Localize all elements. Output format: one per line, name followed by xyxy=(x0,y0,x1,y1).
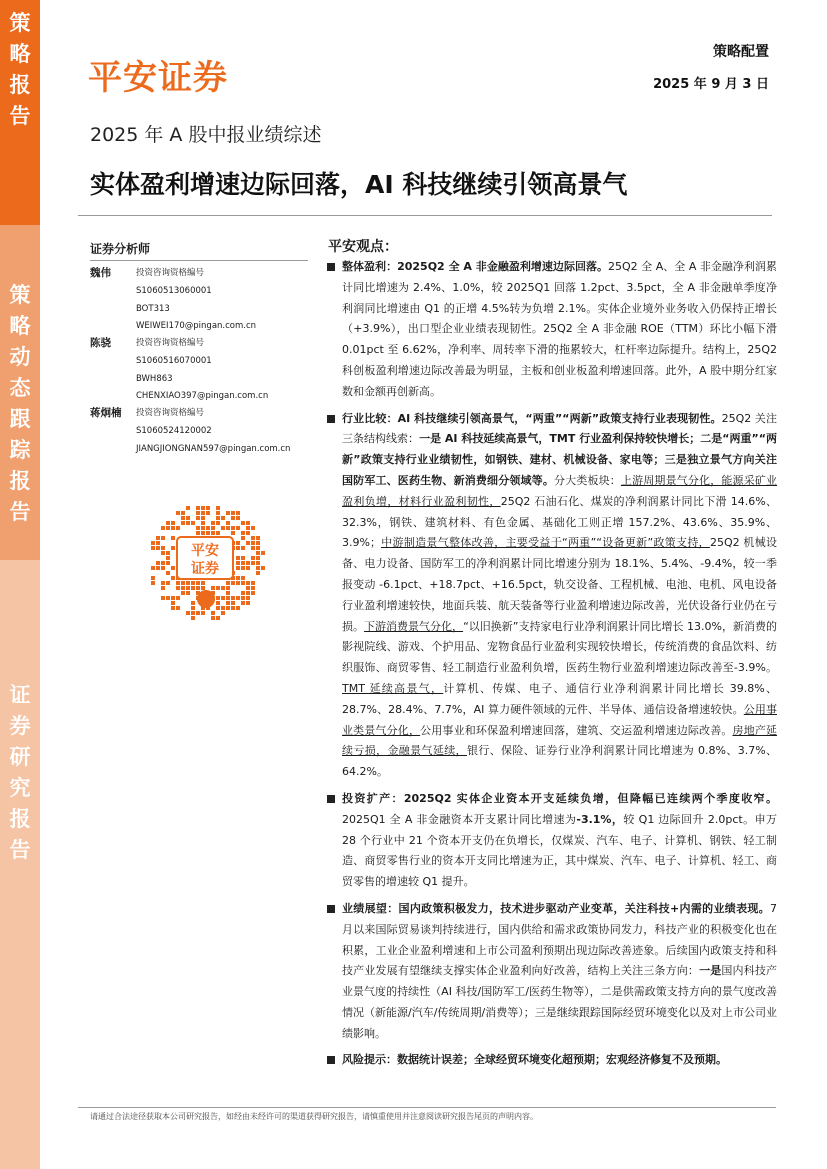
analyst-info: 投资咨询资格编号 S1060513060001 BOT313 WEIWEI170@pingan.com.cn xyxy=(136,265,256,336)
qr-center-logo xyxy=(197,590,215,608)
qr-module xyxy=(216,616,220,620)
qr-module xyxy=(241,576,245,580)
qr-module xyxy=(186,516,190,520)
qr-module xyxy=(201,611,205,615)
qr-module xyxy=(216,516,220,520)
qr-module xyxy=(246,591,250,595)
qr-module xyxy=(251,561,255,565)
qr-module xyxy=(256,571,260,575)
qr-module xyxy=(191,586,195,590)
qr-module xyxy=(231,526,235,530)
point-risk: 风险提示：数据统计误差；全球经贸环境变化超预期；宏观经济修复不及预期。 xyxy=(325,1050,777,1071)
side-label-tracking-report: 策 略 动 态 跟 踪 报 告 xyxy=(0,225,40,560)
qr-module xyxy=(176,586,180,590)
qr-module xyxy=(211,526,215,530)
qr-module xyxy=(246,581,250,585)
qr-module xyxy=(251,556,255,560)
report-title: 实体盈利增速边际回落，AI 科技继续引领高景气 xyxy=(90,170,628,199)
qr-module xyxy=(251,546,255,550)
qr-module xyxy=(161,551,165,555)
square-bullet-icon xyxy=(327,415,335,423)
qr-module xyxy=(171,596,175,600)
qr-module xyxy=(166,526,170,530)
qr-module xyxy=(256,541,260,545)
qr-module xyxy=(231,606,235,610)
qr-module xyxy=(156,546,160,550)
qr-code-graphic xyxy=(140,495,270,625)
qr-module xyxy=(221,516,225,520)
qr-module xyxy=(191,606,195,610)
qr-module xyxy=(226,596,230,600)
side-label-strategy-report: 策 略 报 告 xyxy=(0,0,40,225)
qr-module xyxy=(241,601,245,605)
qr-module xyxy=(246,531,250,535)
qr-module xyxy=(196,611,200,615)
qr-module xyxy=(211,531,215,535)
point-capex: 投资扩产：2025Q2 实体企业资本开支延续负增，但降幅已连续两个季度收窄。2025Q1 全 A 非金融资本开支累计同比增速为-3.1%，较 Q1 边际回升 2.0pct。申万 28 个行业中 21 个资本开支仍在负增长，仅煤炭、汽车、电子、计算机、钢铁、轻工制造、商贸零售行业的资本开支同比增速为正，其中煤炭、汽车、电子、计算机、轻工、商贸零售的增速较 Q1 提升。 xyxy=(325,789,777,893)
qr-module xyxy=(241,546,245,550)
qr-module xyxy=(161,596,165,600)
qr-module xyxy=(236,566,240,570)
qr-module xyxy=(181,591,185,595)
qr-module xyxy=(251,536,255,540)
qr-module xyxy=(241,536,245,540)
qr-module xyxy=(181,511,185,515)
qr-module xyxy=(256,536,260,540)
analyst-email[interactable]: CHENXIAO397@pingan.com.cn xyxy=(136,391,269,402)
point-outlook: 业绩展望：国内政策积极发力，技术进步驱动产业变革，关注科技+内需的业绩表现。7 月以来国际贸易谈判持续进行，国内供给和需求政策协同发力，科技产业的积极变化也在积累，工业企业盈利增速和上市公司盈利预期出现边际改善迹象。后续国内政策支持和科技产业发展有望继续支撑实体企业盈利向好改善，结构上关注三条方向：一是国内科技产业景气度的持续性（AI 科技/国防军工/医药生物等），二是供需政策支持方向的景气度改善情况（新能源/汽车/传统周期/消费等）；三是继续跟踪国际经贸环境变化以及对上市公司业绩影响。 xyxy=(325,899,777,1045)
qr-module xyxy=(166,571,170,575)
qr-module xyxy=(216,506,220,510)
qr-module xyxy=(186,586,190,590)
qr-module xyxy=(181,581,185,585)
qr-label-bottom: 证券 xyxy=(191,561,219,577)
qr-module xyxy=(201,581,205,585)
qr-module xyxy=(251,526,255,530)
qr-module xyxy=(231,601,235,605)
analyst-email[interactable]: JIANGJIONGNAN597@pingan.com.cn xyxy=(136,443,291,454)
qr-module xyxy=(196,581,200,585)
qr-module xyxy=(236,606,240,610)
qr-module xyxy=(236,511,240,515)
qr-module xyxy=(156,566,160,570)
qr-module xyxy=(186,581,190,585)
qr-module xyxy=(256,546,260,550)
analyst-info: 投资咨询资格编号 S1060524120002 JIANGJIONGNAN597@pingan.com.cn xyxy=(136,405,290,458)
qr-module xyxy=(206,526,210,530)
qr-module xyxy=(201,511,205,515)
analyst-email[interactable]: WEIWEI170@pingan.com.cn xyxy=(136,321,257,332)
divider xyxy=(78,215,772,216)
qr-module xyxy=(211,521,215,525)
qr-module xyxy=(216,606,220,610)
qr-module xyxy=(241,531,245,535)
qr-module xyxy=(251,581,255,585)
qr-module xyxy=(161,581,165,585)
qr-module xyxy=(231,516,235,520)
side-label-research-report: 证 券 研 究 报 告 xyxy=(0,560,40,1169)
qr-module xyxy=(256,556,260,560)
qr-module xyxy=(246,541,250,545)
qr-module xyxy=(166,581,170,585)
qr-module xyxy=(241,561,245,565)
square-bullet-icon xyxy=(327,795,335,803)
qr-module xyxy=(161,566,165,570)
qr-module xyxy=(206,511,210,515)
qr-module xyxy=(226,526,230,530)
qr-module xyxy=(261,551,265,555)
qr-module xyxy=(201,526,205,530)
qr-module xyxy=(226,521,230,525)
point-overall-profit: 整体盈利：2025Q2 全 A 非金融盈利增速边际回落。25Q2 全 A、全 A 非金融净利润累计同比增速为 2.4%、1.0%，较 2025Q1 回落 1.2pct、3.5pct，全 A 非金融单季度净利润同比增速由 Q1 的正增 4.5%转为负增 2.1%。实体企业境外业务收入仍保持正增长（+3.9%），出口型企业业绩表现韧性。25Q2 全 A 非金融 ROE（TTM）环比小幅下滑 0.01pct 至 6.62%，净利率、周转率下滑的拖累较大，杠杆率边际提升。结构上，25Q2 科创板盈利增速边际改善最为明显，主板和创业板盈利增速回落。此外，A 股中期分红家数和金额再创新高。 xyxy=(325,257,777,403)
qr-module xyxy=(216,596,220,600)
qr-module xyxy=(201,531,205,535)
qr-module xyxy=(171,566,175,570)
qr-module xyxy=(161,526,165,530)
qr-module xyxy=(161,586,165,590)
qr-module xyxy=(186,611,190,615)
qr-module xyxy=(201,506,205,510)
qr-module xyxy=(221,606,225,610)
qr-module xyxy=(246,586,250,590)
qr-module xyxy=(226,586,230,590)
qr-module xyxy=(176,511,180,515)
qr-module xyxy=(246,601,250,605)
qr-module xyxy=(171,606,175,610)
viewpoint-title: 平安观点： xyxy=(328,239,398,255)
qr-module xyxy=(206,531,210,535)
qr-module xyxy=(231,511,235,515)
qr-module xyxy=(176,526,180,530)
qr-module xyxy=(211,586,215,590)
qr-module xyxy=(151,566,155,570)
square-bullet-icon xyxy=(327,905,335,913)
qr-module xyxy=(151,581,155,585)
square-bullet-icon xyxy=(327,263,335,271)
qr-module xyxy=(236,541,240,545)
qr-module xyxy=(176,606,180,610)
qr-module xyxy=(221,586,225,590)
point-industry-comparison: 行业比较：AI 科技继续引领高景气，“两重”“两新”政策支持行业表现韧性。25Q2 关注三条结构线索：一是 AI 科技延续高景气，TMT 行业盈利保持较快增长；二是“两重”“两新”政策支持行业业绩韧性，如钢铁、建材、机械设备、家电等；三是独立景气方向关注国防军工、医药生物、新消费细分领域等。分大类板块：上游周期景气分化，能源采矿业盈利负增，材料行业盈利韧性，25Q2 石油石化、煤炭的净利润累计同比下滑 14.6%、32.3%，钢铁、建筑材料、有色金属、基础化工则正增 157.2%、43.6%、35.9%、3.9%；中游制造景气整体改善，主要受益于“两重”“设备更新”政策支持，25Q2 机械设备、电力设备、国防军工的净利润累计同比增速分别为 18.1%、5.4%、-9.4%，较一季报变动 -6.1pct、+18.7pct、+16.5pct，轨交设备、工程机械、电池、电机、风电设备行业盈利增速较快，地面兵装、航天装备等行业盈利增速边际改善，光伏设备行业仍在亏损。下游消费景气分化，“以旧换新”支持家电行业净利润累计同比增长 13.0%，新消费的影视院线、游戏、个护用品、宠物食品行业盈利实现较快增长，传统消费的食品饮料、纺织服饰、商贸零售、轻工制造行业盈利负增，医药生物行业盈利增速边际改善至-3.9%。TMT 延续高景气，计算机、传媒、电子、通信行业净利润累计同比增长 39.8%、28.7%、28.4%、7.7%，AI 算力硬件领域的元件、半导体、通信设备增速较快。公用事业类景气分化，公用事业和环保盈利增速回落，建筑、交运盈利增速边际改善。房地产延续亏损，金融景气延续，银行、保险、证券行业净利润累计同比增速为 0.8%、3.7%、64.2%。 xyxy=(325,409,777,783)
qr-module xyxy=(226,606,230,610)
qr-module xyxy=(161,546,165,550)
qr-module xyxy=(256,566,260,570)
qr-module xyxy=(236,556,240,560)
qr-module xyxy=(186,591,190,595)
analyst-info: 投资咨询资格编号 S1060516070001 BWH863 CHENXIAO397@pingan.com.cn xyxy=(136,335,268,406)
qr-module xyxy=(191,581,195,585)
qr-module xyxy=(231,596,235,600)
qr-module xyxy=(161,561,165,565)
qr-module xyxy=(156,536,160,540)
qr-module xyxy=(156,561,160,565)
qr-module xyxy=(251,541,255,545)
qr-module xyxy=(241,581,245,585)
qr-module xyxy=(211,611,215,615)
qr-module xyxy=(216,531,220,535)
qr-module xyxy=(216,601,220,605)
qr-module xyxy=(236,596,240,600)
qr-code xyxy=(140,495,270,625)
qr-module xyxy=(196,586,200,590)
qr-module xyxy=(176,596,180,600)
qr-label-top: 平安 xyxy=(191,543,219,559)
qr-module xyxy=(201,586,205,590)
report-date: 2025 年 9 月 3 日 xyxy=(653,77,769,92)
qr-module xyxy=(226,581,230,585)
qr-module xyxy=(256,561,260,565)
qr-module xyxy=(186,506,190,510)
brand-logo: 平安证券 xyxy=(88,58,228,98)
qr-module xyxy=(241,591,245,595)
qr-module xyxy=(241,521,245,525)
qr-module xyxy=(196,511,200,515)
qr-module xyxy=(166,521,170,525)
qr-module xyxy=(206,506,210,510)
qr-module xyxy=(211,616,215,620)
qr-module xyxy=(181,586,185,590)
analyst-name: 魏伟 xyxy=(90,267,111,279)
qr-module xyxy=(236,516,240,520)
square-bullet-icon xyxy=(327,1056,335,1064)
qr-module xyxy=(171,536,175,540)
qr-module xyxy=(236,546,240,550)
qr-module xyxy=(241,596,245,600)
qr-module xyxy=(171,546,175,550)
qr-module xyxy=(166,551,170,555)
qr-module xyxy=(171,576,175,580)
qr-module xyxy=(191,611,195,615)
qr-module xyxy=(181,516,185,520)
qr-module xyxy=(231,581,235,585)
analyst-name: 蒋炯楠 xyxy=(90,407,122,419)
qr-module xyxy=(241,566,245,570)
qr-module xyxy=(246,566,250,570)
qr-module xyxy=(246,521,250,525)
qr-module xyxy=(166,561,170,565)
viewpoint-body xyxy=(325,257,777,1077)
qr-module xyxy=(226,511,230,515)
qr-module xyxy=(241,556,245,560)
qr-module xyxy=(246,596,250,600)
qr-module xyxy=(201,521,205,525)
qr-module xyxy=(236,581,240,585)
qr-module xyxy=(221,526,225,530)
footer-disclaimer: 请通过合法途径获取本公司研究报告，如经由未经许可的渠道获得研究报告，请慎重使用并注意阅读研究报告尾页的声明内容。 xyxy=(90,1112,538,1121)
qr-module xyxy=(256,551,260,555)
qr-module xyxy=(151,541,155,545)
qr-module xyxy=(251,586,255,590)
qr-module xyxy=(216,586,220,590)
qr-module xyxy=(251,591,255,595)
qr-module xyxy=(171,601,175,605)
qr-module xyxy=(151,576,155,580)
qr-module xyxy=(181,521,185,525)
qr-module xyxy=(236,576,240,580)
qr-module xyxy=(196,516,200,520)
doc-type: 策略配置 xyxy=(713,44,769,60)
qr-module xyxy=(221,611,225,615)
qr-module xyxy=(196,506,200,510)
qr-module xyxy=(226,601,230,605)
qr-module xyxy=(196,531,200,535)
qr-module xyxy=(196,526,200,530)
qr-module xyxy=(191,616,195,620)
report-subtitle: 2025 年 A 股中报业绩综述 xyxy=(90,124,322,146)
qr-module xyxy=(151,546,155,550)
qr-module xyxy=(246,561,250,565)
side-band xyxy=(0,0,40,1169)
qr-module xyxy=(191,521,195,525)
qr-module xyxy=(166,556,170,560)
qr-module xyxy=(171,526,175,530)
qr-module xyxy=(191,601,195,605)
qr-module xyxy=(236,526,240,530)
analyst-heading: 证券分析师 xyxy=(90,240,308,261)
qr-module xyxy=(246,526,250,530)
qr-module xyxy=(201,516,205,520)
qr-module xyxy=(171,521,175,525)
qr-module xyxy=(226,591,230,595)
qr-module xyxy=(186,521,190,525)
qr-module xyxy=(166,596,170,600)
qr-module xyxy=(236,561,240,565)
qr-module xyxy=(161,536,165,540)
qr-module xyxy=(176,581,180,585)
qr-module xyxy=(216,511,220,515)
analyst-name: 陈骁 xyxy=(90,337,111,349)
footer-divider xyxy=(78,1107,776,1108)
qr-module xyxy=(231,531,235,535)
qr-module xyxy=(156,541,160,545)
qr-module xyxy=(216,521,220,525)
qr-module xyxy=(261,566,265,570)
qr-module xyxy=(221,596,225,600)
